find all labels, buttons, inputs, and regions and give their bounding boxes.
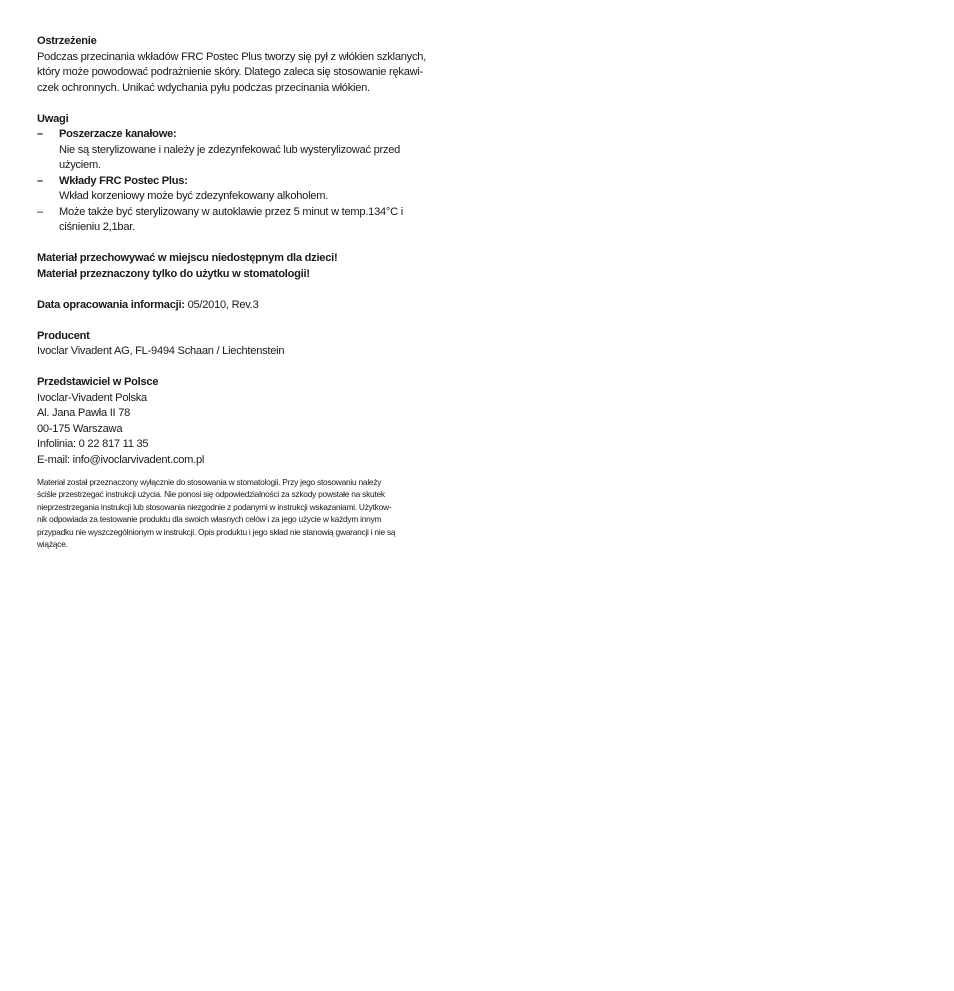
notes-item-heading: Wkłady FRC Postec Plus: — [59, 174, 188, 187]
disclaimer-line: Materiał został przeznaczony wyłącznie do stosowania w stomatologii. Przy jego stosowaniu należy — [37, 477, 382, 487]
representative-line: 00-175 Warszawa — [37, 422, 123, 435]
representative-section — [37, 375, 449, 468]
disclaimer-section — [37, 476, 449, 550]
representative-line: Al. Jana Pawła II 78 — [37, 407, 131, 419]
representative-email: E-mail: info@ivoclarvivadent.com.pl — [37, 453, 205, 466]
notes-item — [37, 205, 449, 236]
representative-title: Przedstawiciel w Polsce — [37, 376, 159, 388]
notes-section — [37, 112, 449, 236]
dash-bullet: – — [37, 205, 43, 218]
disclaimer-line: przypadku nie wyszczególnionym w instrukcji. Opis produktu i jego skład nie stanowią gwarancji i nie są — [37, 526, 396, 537]
storage-line: Materiał przeznaczony tylko do użytku w stomatologii! — [37, 267, 310, 280]
warning-line: czek ochronnych. Unikać wdychania pyłu podczas przecinania włókien. — [37, 81, 370, 94]
notes-title: Uwagi — [37, 112, 69, 125]
notes-item-heading: Poszerzacze kanałowe: — [59, 128, 177, 140]
notes-item-line: użyciem. — [59, 159, 101, 171]
notes-item — [37, 127, 449, 174]
producer-title: Producent — [37, 329, 90, 342]
disclaimer-line: nik odpowiada za testowanie produktu dla swoich własnych celów i za jego użycie w każdym innym — [37, 514, 382, 525]
text-column — [37, 34, 449, 550]
date-value: 05/2010, Rev.3 — [184, 298, 259, 311]
warning-section — [37, 34, 449, 96]
representative-line: Infolinia: 0 22 817 11 35 — [37, 438, 149, 450]
notes-item-line: ciśnieniu 2,1bar. — [59, 221, 135, 233]
disclaimer-line: wiążące. — [37, 539, 68, 550]
notes-item-line: Może także być sterylizowany w autoklawie przez 5 minut w temp.134°C i — [59, 205, 403, 218]
producer-section — [37, 329, 449, 360]
warning-title: Ostrzeżenie — [37, 35, 97, 47]
dash-bullet: – — [37, 174, 43, 187]
date-line — [37, 298, 449, 314]
storage-section — [37, 251, 449, 282]
notes-item-line: Nie są sterylizowane i należy je zdezynfekować lub wysterylizować przed — [59, 143, 401, 156]
notes-item-line: Wkład korzeniowy może być zdezynfekowany alkoholem. — [59, 190, 329, 202]
producer-line: Ivoclar Vivadent AG, FL-9494 Schaan / Liechtenstein — [37, 345, 285, 357]
warning-line: Podczas przecinania wkładów FRC Postec Plus tworzy się pył z włókien szklanych, — [37, 50, 427, 63]
disclaimer-line: ściśle przestrzegać instrukcji użycia. Nie ponosi się odpowiedzialności za szkody powstałe na skutek — [37, 489, 385, 500]
warning-line: który może powodować podrażnienie skóry. Dlatego zaleca się stosowanie rękawi- — [37, 66, 424, 78]
notes-item — [37, 174, 449, 205]
date-label: Data opracowania informacji: — [37, 298, 185, 311]
date-section — [37, 298, 449, 314]
disclaimer-line: nieprzestrzegania instrukcji lub stosowania niezgodnie z podanymi w instrukcji wskazaniami. Użytkow- — [37, 501, 392, 512]
representative-line: Ivoclar-Vivadent Polska — [37, 391, 147, 404]
dash-bullet: – — [37, 128, 43, 140]
storage-line: Materiał przechowywać w miejscu niedostępnym dla dzieci! — [37, 252, 338, 264]
